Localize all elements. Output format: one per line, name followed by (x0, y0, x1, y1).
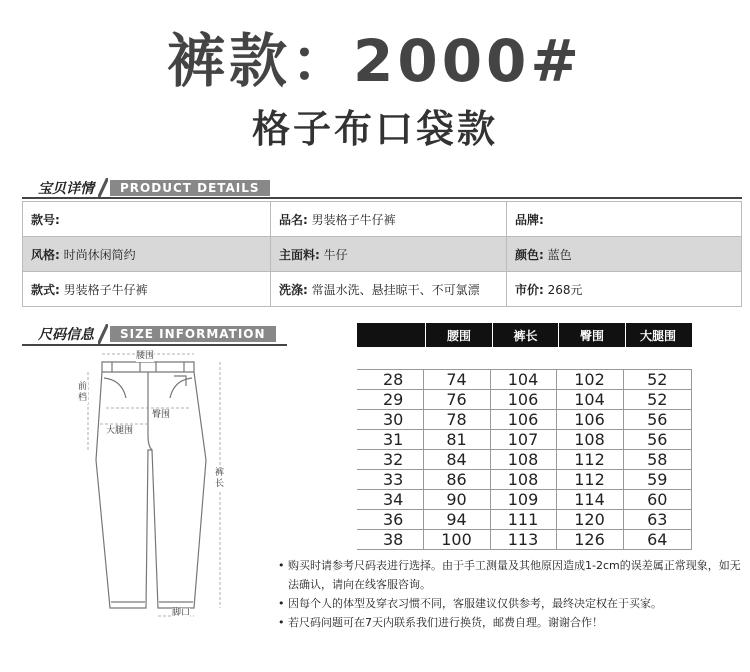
detail-value: 时尚休闲简约 (63, 247, 136, 262)
size-cell: 59 (623, 470, 692, 490)
detail-value: 蓝色 (547, 247, 572, 262)
size-cell: 63 (623, 510, 692, 530)
note-item: • 若尺码问题可在7天内联系我们进行换货，邮费自理。谢谢合作！ (278, 613, 748, 632)
detail-value: 268元 (547, 282, 583, 297)
size-cell: 78 (423, 410, 490, 430)
size-cell: 104 (556, 390, 623, 410)
size-cell: 52 (623, 370, 692, 390)
size-cell: 126 (556, 530, 623, 550)
pants-diagram (60, 340, 250, 622)
detail-value: 常温水洗、悬挂晾干、不可氯漂 (311, 282, 480, 297)
size-cell: 106 (490, 390, 556, 410)
size-cell: 106 (556, 410, 623, 430)
size-cell: 58 (623, 450, 692, 470)
table-row (357, 430, 692, 450)
size-cell: 84 (423, 450, 490, 470)
size-cell: 112 (556, 450, 623, 470)
size-cell: 112 (556, 470, 623, 490)
table-row (357, 450, 692, 470)
detail-key: 风格: (31, 247, 60, 262)
size-cell: 34 (357, 490, 423, 510)
size-table-header (357, 323, 692, 347)
details-section-header (22, 178, 270, 198)
size-cell: 38 (357, 530, 423, 550)
size-table (357, 369, 692, 550)
details-table (22, 201, 742, 307)
size-cell: 28 (357, 370, 423, 390)
thigh-label: 大腿围 (106, 426, 134, 436)
size-header-cell: 臀围 (558, 323, 625, 347)
table-row (357, 370, 692, 390)
size-cell: 36 (357, 510, 423, 530)
details-section-en: PRODUCT DETAILS (110, 180, 270, 196)
front-rise-label: 前档 (77, 382, 87, 403)
details-row (23, 202, 742, 237)
size-cell: 32 (357, 450, 423, 470)
size-cell: 60 (623, 490, 692, 510)
detail-value: 牛仔 (323, 247, 348, 262)
detail-key: 主面料: (279, 247, 320, 262)
size-cell: 86 (423, 470, 490, 490)
size-cell: 104 (490, 370, 556, 390)
detail-value: 男装格子牛仔裤 (311, 212, 396, 227)
table-row (357, 470, 692, 490)
note-item: • 购买时请参考尺码表进行选择。由于手工测量及其他原因造成1-2cm的误差属正常现象，如无法确认，请向在线客服咨询。 (278, 556, 748, 594)
size-cell: 108 (490, 450, 556, 470)
note-item: • 因每个人的体型及穿衣习惯不同，客服建议仅供参考，最终决定权在于买家。 (278, 594, 748, 613)
size-cell: 100 (423, 530, 490, 550)
size-cell: 114 (556, 490, 623, 510)
size-cell: 33 (357, 470, 423, 490)
size-cell: 81 (423, 430, 490, 450)
size-cell: 56 (623, 430, 692, 450)
size-header-cell (359, 323, 425, 347)
size-header-cell: 大腿围 (625, 323, 690, 347)
size-cell: 56 (623, 410, 692, 430)
details-section-cn: 宝贝详情 (38, 181, 94, 197)
details-divider (22, 197, 742, 199)
length-label: 裤长 (214, 468, 224, 489)
table-row (357, 410, 692, 430)
hem-label: 脚口 (172, 608, 191, 618)
size-cell: 102 (556, 370, 623, 390)
size-header-cell: 裤长 (492, 323, 558, 347)
size-cell: 113 (490, 530, 556, 550)
details-row (23, 272, 742, 307)
size-cell: 29 (357, 390, 423, 410)
size-section-en: SIZE INFORMATION (110, 326, 276, 342)
size-notes (278, 556, 748, 632)
size-section-cn: 尺码信息 (38, 327, 94, 343)
detail-key: 品名: (279, 212, 308, 227)
size-header-cell: 腰围 (425, 323, 492, 347)
table-row (357, 530, 692, 550)
detail-key: 市价: (515, 282, 544, 297)
size-cell: 108 (490, 470, 556, 490)
size-cell: 111 (490, 510, 556, 530)
size-cell: 109 (490, 490, 556, 510)
detail-key: 洗涤: (279, 282, 308, 297)
detail-key: 品牌: (515, 212, 544, 227)
hip-label: 臀围 (152, 410, 171, 420)
details-row (23, 237, 742, 272)
size-cell: 31 (357, 430, 423, 450)
detail-key: 款号: (31, 212, 60, 227)
slash-icon (98, 178, 108, 198)
waist-label: 腰围 (136, 351, 155, 361)
table-row (357, 490, 692, 510)
size-cell: 94 (423, 510, 490, 530)
size-cell: 64 (623, 530, 692, 550)
detail-key: 款式: (31, 282, 60, 297)
size-cell: 30 (357, 410, 423, 430)
size-cell: 76 (423, 390, 490, 410)
product-subtitle: 格子布口袋款 (251, 107, 498, 151)
detail-value: 男装格子牛仔裤 (63, 282, 148, 297)
table-row (357, 510, 692, 530)
size-cell: 74 (423, 370, 490, 390)
size-cell: 120 (556, 510, 623, 530)
detail-key: 颜色: (515, 247, 544, 262)
table-row (357, 390, 692, 410)
size-cell: 107 (490, 430, 556, 450)
product-title: 裤款：2000# (166, 27, 584, 95)
size-cell: 90 (423, 490, 490, 510)
size-cell: 52 (623, 390, 692, 410)
size-cell: 106 (490, 410, 556, 430)
size-cell: 108 (556, 430, 623, 450)
